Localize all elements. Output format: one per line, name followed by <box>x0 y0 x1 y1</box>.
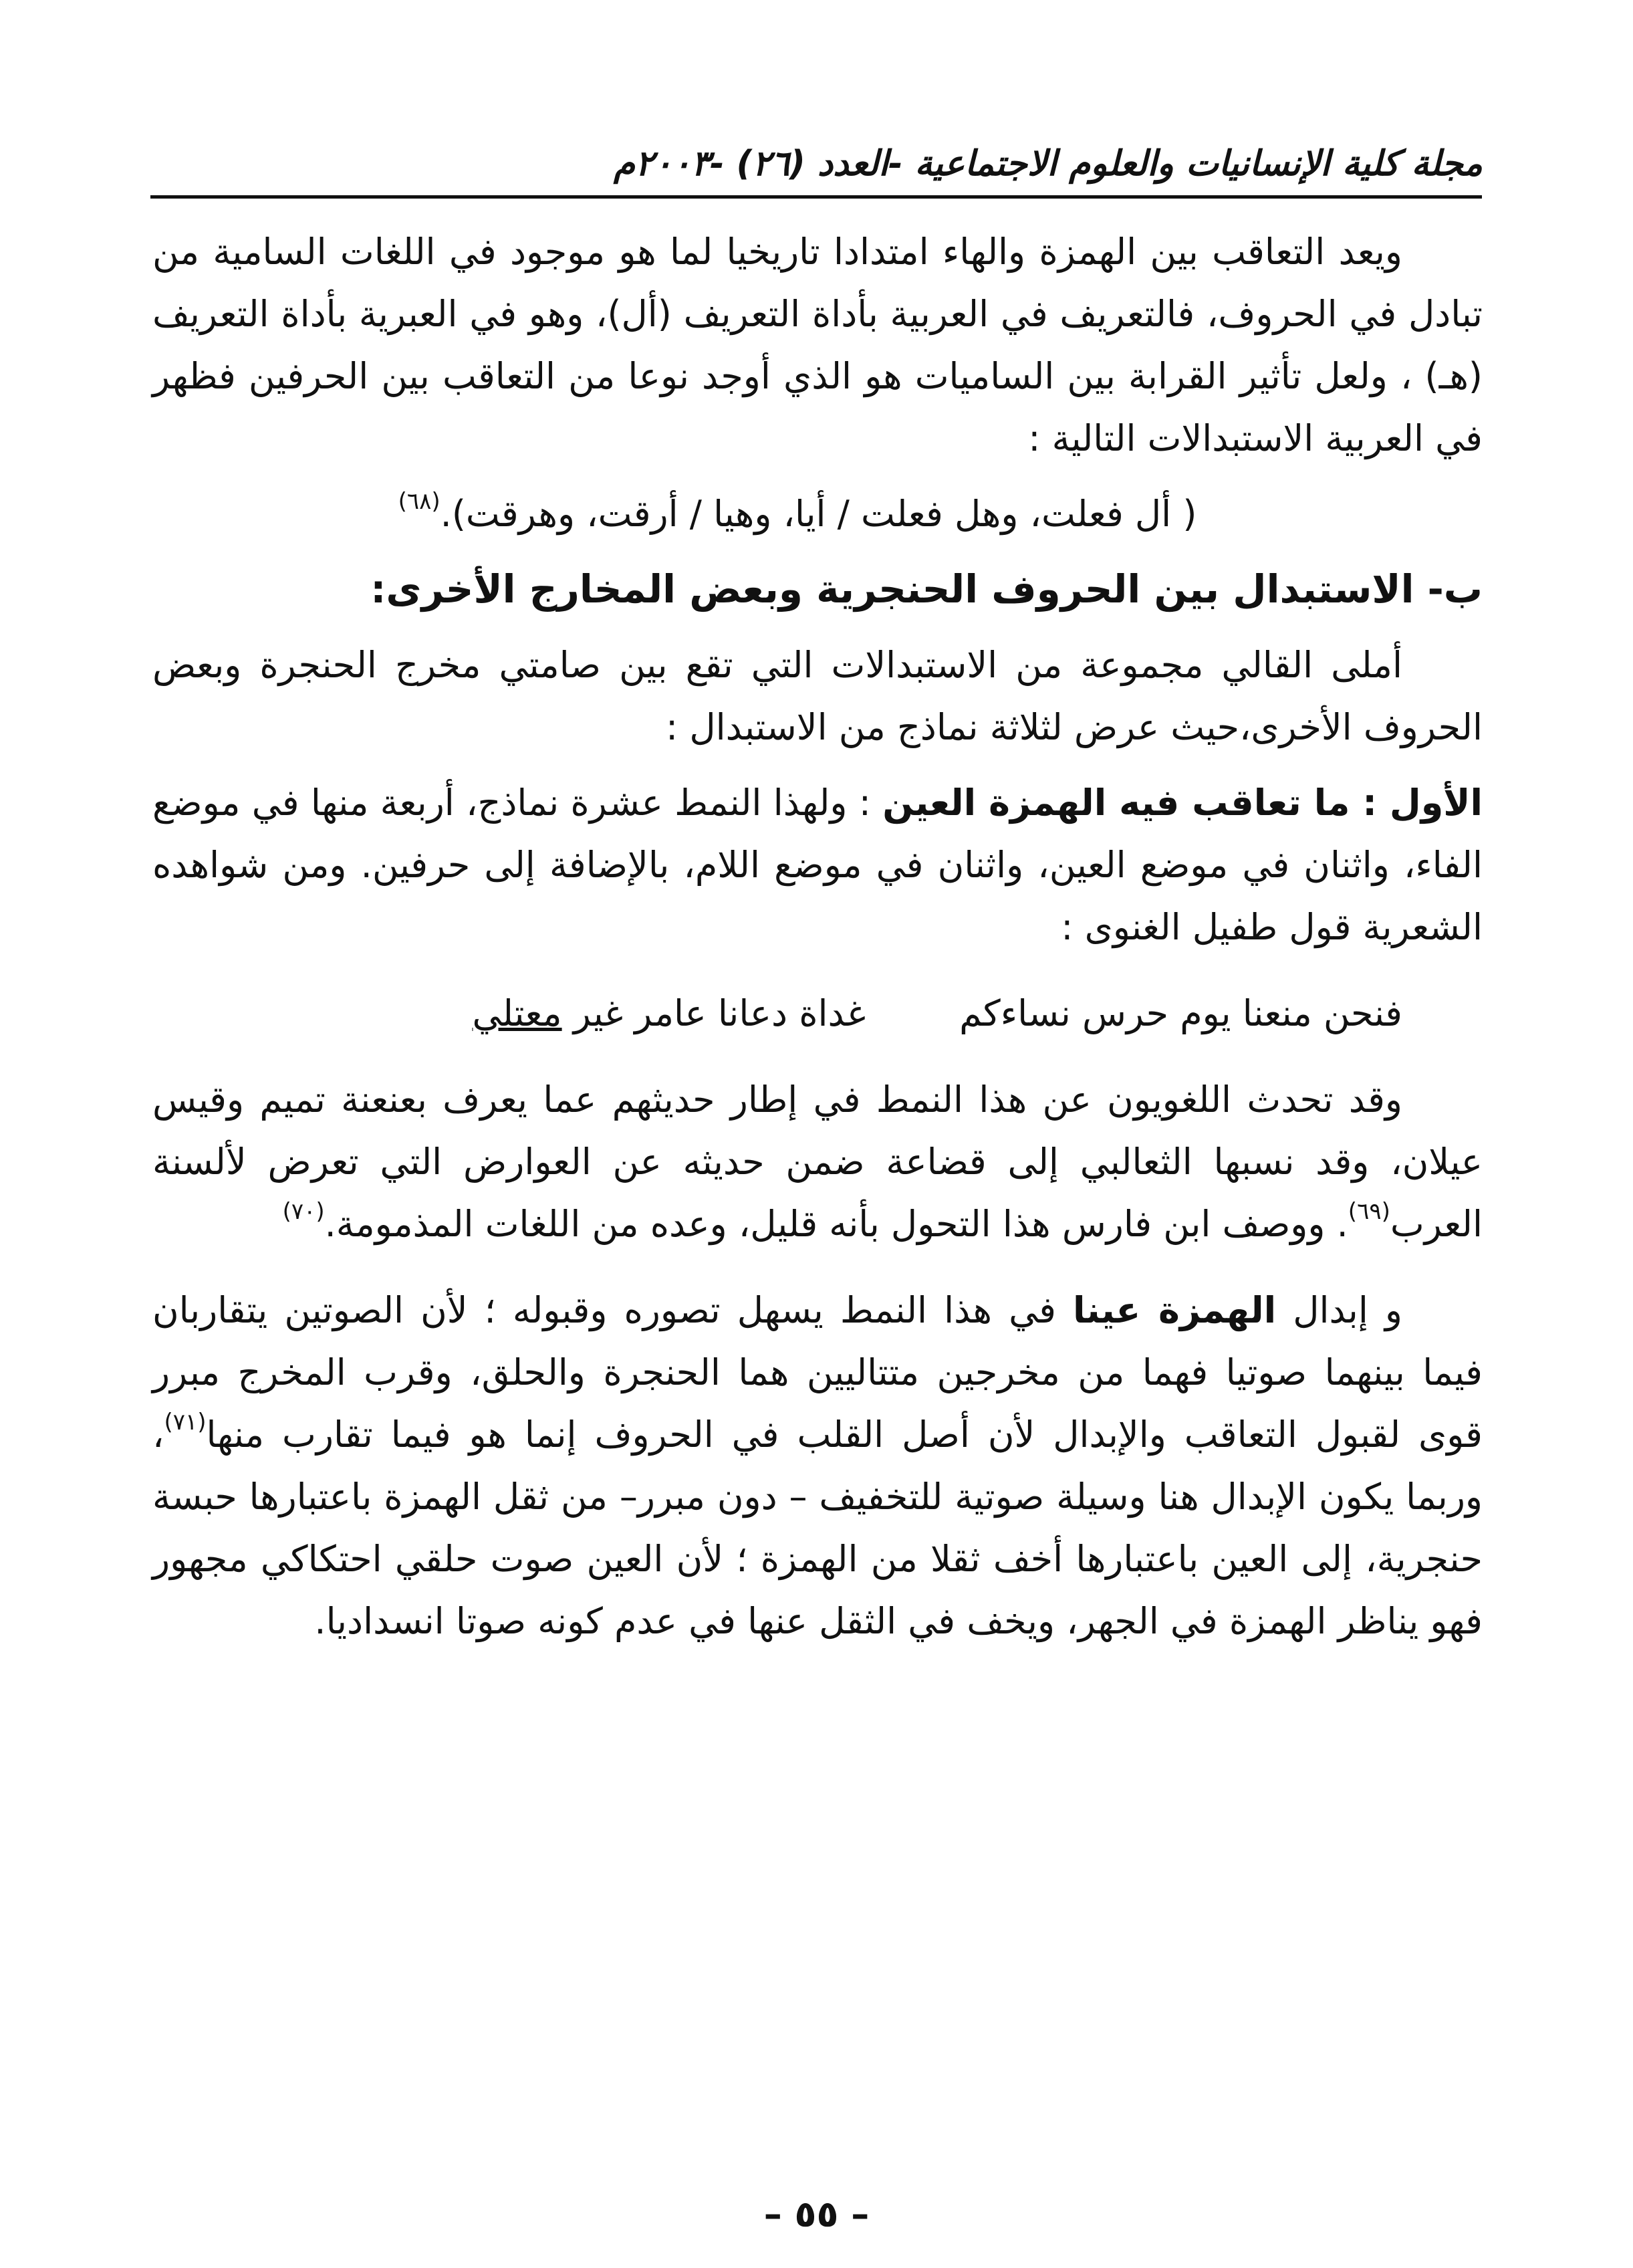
paragraph-anana <box>152 1068 1483 1255</box>
header-rule <box>150 195 1482 199</box>
anana-text-b: . ووصف ابن فارس هذا التحول بأنه قليل، وعده من اللغات المذمومة. <box>324 1203 1348 1245</box>
first-pattern-text: : ولهذا النمط عشرة نماذج، أربعة منها في موضع الفاء، واثنان في موضع العين، واثنان في موضع اللام، بالإضافة إلى حرفين. ومن شواهده الشعرية قول طفيل الغنوى : <box>152 782 1483 948</box>
hamza-ain-text-a: و إبدال <box>1276 1289 1402 1331</box>
footnote-ref-68: (٦٨) <box>398 488 441 515</box>
hamza-ain-bold: الهمزة عينا <box>1073 1289 1277 1331</box>
footnote-ref-71: (٧١) <box>164 1409 207 1436</box>
footnote-ref-69: (٦٩) <box>1348 1198 1390 1225</box>
verse-second-hemistich <box>472 982 866 1044</box>
first-pattern-lead: الأول : ما تعاقب فيه الهمزة العين <box>882 782 1483 824</box>
examples-text: ( أل فعلت، وهل فعلت / أيا، وهيا / أرقت، وهرقت). <box>440 493 1197 535</box>
body-text <box>152 221 1483 1652</box>
verse-second-start: غداة دعانا عامر غير <box>573 992 866 1034</box>
paragraph-qali-substitutions: أملى القالي مجموعة من الاستبدالات التي تقع بين صامتي مخرج الحنجرة وبعض الحروف الأخرى،حيث عرض لثلاثة نماذج من الاستبدال : <box>152 644 1483 748</box>
paragraph-first-pattern <box>152 772 1483 958</box>
paragraph-hamza-to-ain <box>152 1279 1483 1652</box>
anana-text-a: وقد تحدث اللغويون عن هذا النمط في إطار حديثهم عما يعرف بعنعنة تميم وقيس عيلان، وقد نسبها الثعالبي إلى قضاعة ضمن حديثه عن العوارض التي تعرض لألسنة العرب <box>152 1079 1483 1245</box>
page-number: – ٥٥ – <box>763 2193 870 2235</box>
section-heading-b: ب- الاستبدال بين الحروف الحنجرية وبعض المخارج الأخرى: <box>370 566 1483 612</box>
verse-first-hemistich: فنحن منعنا يوم حرس نساءكم <box>959 992 1402 1034</box>
running-header <box>152 137 1483 191</box>
footnote-ref-70: (٧٠) <box>282 1198 325 1225</box>
hamza-ain-text-b: في هذا النمط يسهل تصوره وقبوله ؛ لأن الصوتين يتقاربان فيما بينهما صوتيا فهما من مخرجين متتاليين هما الحنجرة والحلق، وقرب المخرج مبرر قوى لقبول التعاقب والإبدال لأن أصل القلب في الحروف إنما هو فيما تقارب منها <box>152 1289 1483 1456</box>
poetry-verse <box>152 982 1483 1044</box>
verse-underlined-word: معتلي <box>472 992 562 1034</box>
hamza-ain-text-c: ، وربما يكون الإبدال هنا وسيلة صوتية للتخفيف – دون مبرر– من ثقل الهمزة باعتبارها حبسة حنجرية، إلى العين باعتبارها أخف ثقلا من الهمزة ؛ لأن العين صوت حلقي احتكاكي مجهور فهو يناظر الهمزة في الجهر، ويخف في الثقل عنها في عدم كونه صوتا انسداديا. <box>152 1413 1483 1642</box>
examples-line <box>152 483 1483 545</box>
paragraph-hamza-ha-history: ويعد التعاقب بين الهمزة والهاء امتدادا تاريخيا لما هو موجود في اللغات السامية من تبادل في الحروف، فالتعريف في العربية بأداة التعريف (أل)، وهو في العبرية بأداة التعريف (هـ) ، ولعل تأثير القرابة بين الساميات هو الذي أوجد نوعا من التعاقب بين الحرفين فظهر في العربية الاستبدالات التالية : <box>152 231 1483 459</box>
journal-title: مجلة كلية الإنسانيات والعلوم الاجتماعية -العدد (٢٦) -٢٠٠٣م <box>613 144 1483 184</box>
